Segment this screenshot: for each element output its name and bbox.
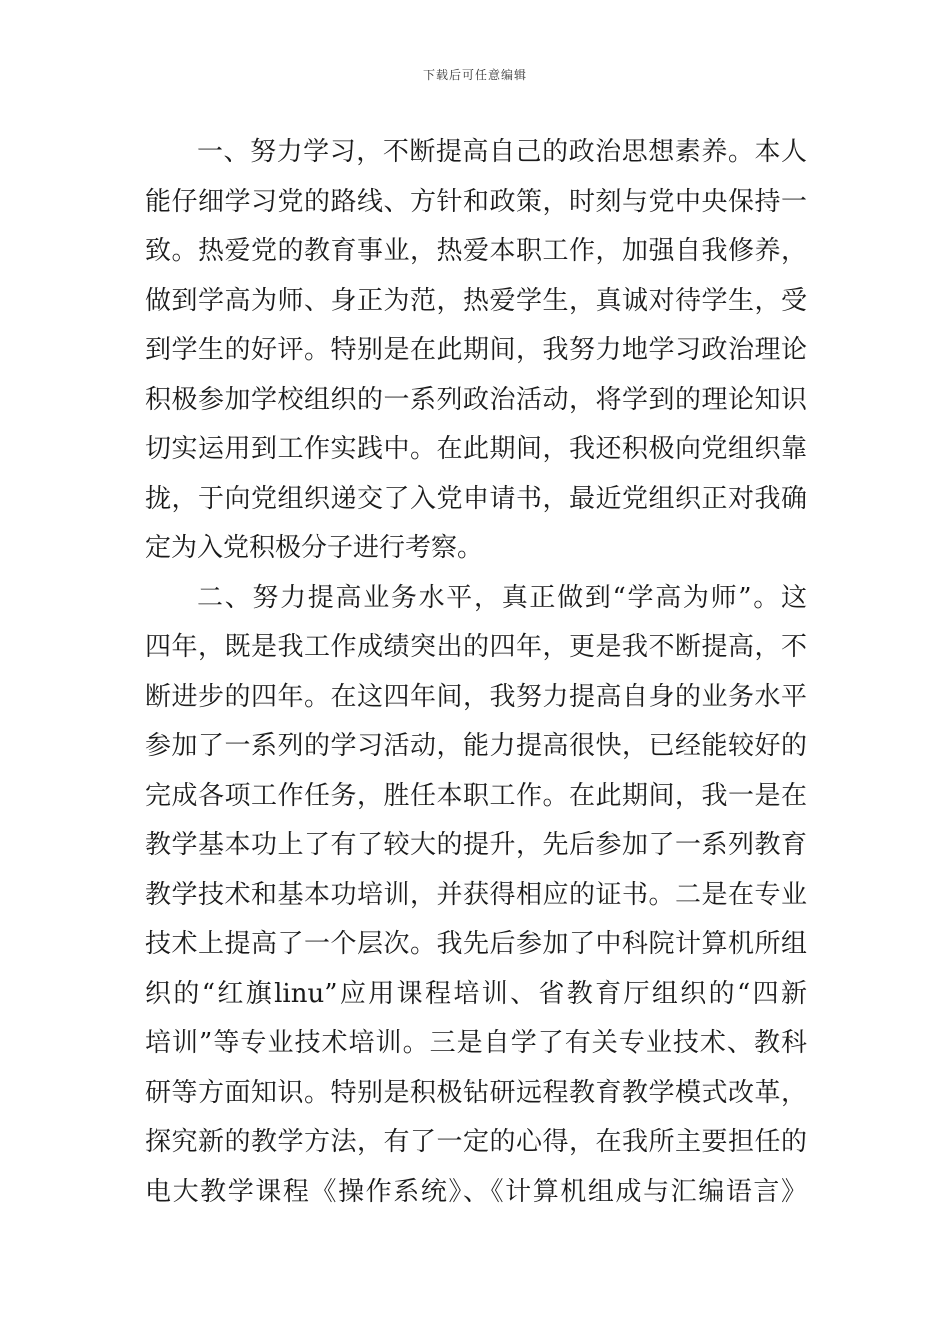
text-line: 研等方面知识。特别是积极钻研远程教育教学模式改革， [145, 1077, 807, 1108]
text-line: 四年，既是我工作成绩突出的四年，更是我不断提高，不 [145, 632, 807, 662]
text-line: 探究新的教学方法，有了一定的心得，在我所主要担任的 [145, 1127, 807, 1157]
text-line: 断进步的四年。在这四年间，我努力提高自身的业务水平 [145, 681, 807, 712]
text-line: 一、努力学习，不断提高自己的政治思想素养。本人 [197, 137, 807, 167]
document-body [145, 128, 807, 1217]
text-line: 参加了一系列的学习活动，能力提高很快，已经能较好的 [145, 731, 807, 761]
text-line: 培训”等专业技术培训。三是自学了有关专业技术、教科 [145, 1028, 807, 1058]
text-line: 完成各项工作任务，胜任本职工作。在此期间，我一是在 [145, 780, 807, 811]
text-line: 做到学高为师、身正为范，热爱学生，真诚对待学生，受 [145, 285, 807, 316]
page-header: 下载后可任意编辑 [422, 68, 527, 82]
text-line: 定为入党积极分子进行考察。 [145, 533, 484, 563]
text-line: 织的“红旗linu”应用课程培训、省教育厅组织的“四新 [145, 978, 807, 1009]
text-line: 切实运用到工作实践中。在此期间，我还积极向党组织靠 [145, 434, 807, 464]
text-line: 拢，于向党组织递交了入党申请书，最近党组织正对我确 [145, 483, 807, 514]
text-line: 技术上提高了一个层次。我先后参加了中科院计算机所组 [145, 929, 807, 959]
text-line: 教学基本功上了有了较大的提升，先后参加了一系列教育 [145, 830, 807, 860]
text-line: 电大教学课程《操作系统》、《计算机组成与汇编语言》 [145, 1176, 807, 1207]
text-line: 积极参加学校组织的一系列政治活动，将学到的理论知识 [145, 384, 807, 415]
text-line: 二、努力提高业务水平，真正做到“学高为师”。这 [197, 582, 807, 613]
text-line: 教学技术和基本功培训，并获得相应的证书。二是在专业 [145, 879, 807, 910]
text-line: 能仔细学习党的路线、方针和政策，时刻与党中央保持一 [145, 186, 807, 217]
text-line: 到学生的好评。特别是在此期间，我努力地学习政治理论 [145, 335, 807, 365]
text-line: 致。热爱党的教育事业，热爱本职工作，加强自我修养， [145, 236, 807, 266]
